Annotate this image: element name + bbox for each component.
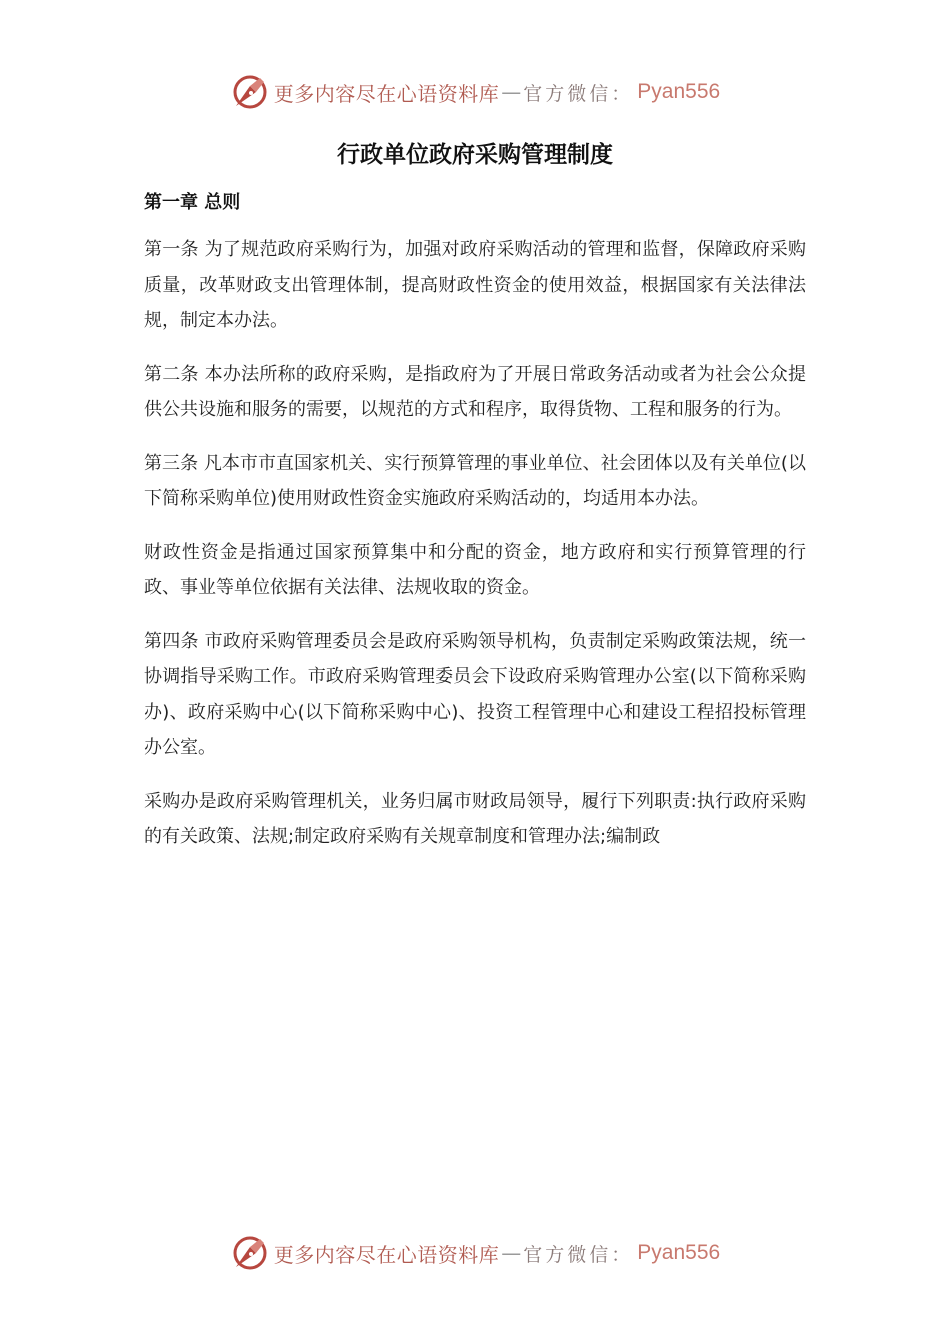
pen-nib-logo-icon — [230, 1233, 270, 1273]
paragraph: 第三条 凡本市市直国家机关、实行预算管理的事业单位、社会团体以及有关单位(以下简称采购单位)使用财政性资金实施政府采购活动的，均适用本办法。 — [144, 452, 806, 509]
paragraph: 财政性资金是指通过国家预算集中和分配的资金，地方政府和实行预算管理的行政、事业等单位依据有关法律、法规收取的资金。 — [144, 541, 806, 598]
pen-nib-logo-icon — [230, 72, 270, 112]
chapter-heading: 第一章 总则 — [144, 192, 241, 213]
paragraph: 第二条 本办法所称的政府采购，是指政府为了开展日常政务活动或者为社会公众提供公共设施和服务的需要，以规范的方式和程序，取得货物、工程和服务的行为。 — [144, 363, 806, 420]
watermark-label: 官方微信： — [523, 82, 634, 105]
watermark-separator: — — [501, 1241, 522, 1265]
watermark-label: 官方微信： — [523, 1243, 634, 1266]
document-body — [144, 232, 806, 873]
watermark-site-text: 更多内容尽在心语资料库 — [273, 1242, 500, 1267]
watermark-banner-bottom — [0, 1231, 950, 1275]
watermark-banner-top — [0, 70, 950, 114]
document-title: 行政单位政府采购管理制度 — [337, 142, 613, 168]
watermark-wechat-id: Pyan556 — [637, 80, 721, 103]
watermark-separator: — — [501, 80, 522, 104]
paragraph: 第一条 为了规范政府采购行为，加强对政府采购活动的管理和监督，保障政府采购质量，改革财政支出管理体制，提高财政性资金的使用效益，根据国家有关法律法规，制定本办法。 — [144, 239, 806, 331]
watermark-site-text: 更多内容尽在心语资料库 — [273, 81, 500, 106]
paragraph: 采购办是政府采购管理机关，业务归属市财政局领导，履行下列职责:执行政府采购的有关政策、法规;制定政府采购有关规章制度和管理办法;编制政 — [144, 790, 806, 847]
paragraph: 第四条 市政府采购管理委员会是政府采购领导机构，负责制定采购政策法规，统一协调指导采购工作。市政府采购管理委员会下设政府采购管理办公室(以下简称采购办)、政府采购中心(以下简称采购中心)、投资工程管理中心和建设工程招投标管理办公室。 — [144, 630, 806, 758]
watermark-wechat-id: Pyan556 — [637, 1241, 721, 1264]
